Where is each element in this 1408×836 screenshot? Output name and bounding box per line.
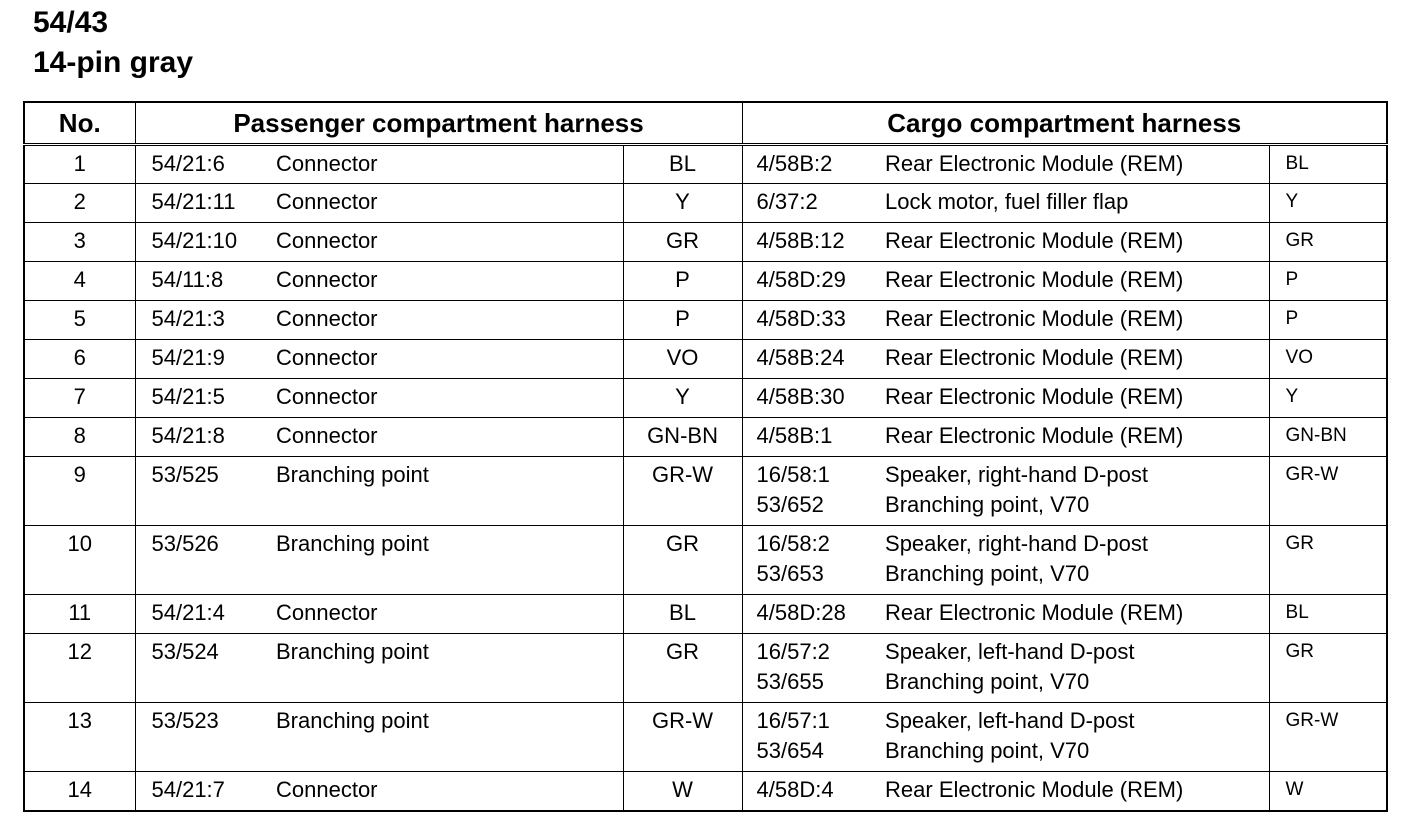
cargo-wire-color: VO [1269,340,1387,379]
cargo-code [742,457,885,526]
passenger-wire-color: BL [623,145,742,184]
pin-number: 6 [24,340,135,379]
passenger-wire-color: GR-W [623,457,742,526]
passenger-wire-color: W [623,772,742,811]
cargo-code-line: 16/58:1 [756,462,830,487]
pinout-table [23,101,1388,812]
cargo-description-line: Rear Electronic Module (REM) [885,777,1184,802]
table-row [24,301,1387,340]
cargo-code [742,262,885,301]
passenger-description: Branching point [276,457,623,526]
pin-number: 3 [24,223,135,262]
passenger-description: Branching point [276,526,623,595]
header-passenger-harness: Passenger compartment harness [135,102,742,145]
cargo-description [885,457,1269,526]
passenger-description: Connector [276,340,623,379]
cargo-code-line: 4/58B:12 [756,228,845,253]
cargo-wire-color: GR-W [1269,457,1387,526]
passenger-description: Connector [276,772,623,811]
passenger-description: Branching point [276,703,623,772]
passenger-code: 53/525 [135,457,276,526]
cargo-description-line: Speaker, right-hand D-post [885,462,1148,487]
passenger-description: Connector [276,262,623,301]
cargo-description [885,184,1269,223]
passenger-description: Connector [276,301,623,340]
cargo-code [742,703,885,772]
passenger-description: Connector [276,595,623,634]
cargo-description-line: Rear Electronic Module (REM) [885,384,1184,409]
passenger-wire-color: P [623,262,742,301]
cargo-code-line: 4/58D:33 [756,306,846,331]
cargo-code-line: 4/58D:28 [756,600,846,625]
cargo-description-line: Speaker, left-hand D-post [885,708,1135,733]
cargo-wire-color: GR [1269,634,1387,703]
passenger-code: 53/526 [135,526,276,595]
cargo-code [742,595,885,634]
pin-number: 10 [24,526,135,595]
passenger-code: 54/21:10 [135,223,276,262]
cargo-code [742,526,885,595]
table-row [24,379,1387,418]
pin-number: 11 [24,595,135,634]
table-row [24,772,1387,811]
cargo-description-line: Rear Electronic Module (REM) [885,600,1184,625]
cargo-description-line: Branching point, V70 [885,669,1090,694]
cargo-description [885,223,1269,262]
pin-number: 2 [24,184,135,223]
passenger-wire-color: GR [623,526,742,595]
passenger-code: 54/11:8 [135,262,276,301]
cargo-code-line: 4/58D:29 [756,267,846,292]
cargo-description-line: Rear Electronic Module (REM) [885,423,1184,448]
cargo-description-line: Lock motor, fuel filler flap [885,189,1129,214]
table-row [24,223,1387,262]
cargo-wire-color: P [1269,262,1387,301]
passenger-wire-color: GR [623,634,742,703]
cargo-code [742,184,885,223]
table-header-row [24,102,1387,145]
cargo-wire-color: GR [1269,526,1387,595]
cargo-code [742,223,885,262]
cargo-wire-color: W [1269,772,1387,811]
passenger-code: 53/524 [135,634,276,703]
cargo-code-line: 4/58B:30 [756,384,845,409]
pin-number: 14 [24,772,135,811]
passenger-wire-color: GR-W [623,703,742,772]
cargo-description-line: Speaker, left-hand D-post [885,639,1135,664]
pin-number: 7 [24,379,135,418]
table-row [24,262,1387,301]
passenger-code: 54/21:4 [135,595,276,634]
table-row [24,145,1387,184]
pin-number: 1 [24,145,135,184]
cargo-wire-color: GN-BN [1269,418,1387,457]
cargo-description-line: Speaker, right-hand D-post [885,531,1148,556]
passenger-code: 54/21:3 [135,301,276,340]
cargo-code [742,418,885,457]
pin-number: 8 [24,418,135,457]
cargo-code-line: 4/58D:4 [756,777,834,802]
cargo-description [885,340,1269,379]
cargo-description-line: Rear Electronic Module (REM) [885,228,1184,253]
cargo-description [885,772,1269,811]
pin-number: 12 [24,634,135,703]
passenger-wire-color: VO [623,340,742,379]
passenger-code: 54/21:11 [135,184,276,223]
cargo-code [742,772,885,811]
cargo-description [885,379,1269,418]
passenger-wire-color: Y [623,184,742,223]
table-row [24,340,1387,379]
cargo-code [742,340,885,379]
cargo-code-line: 4/58B:1 [756,423,833,448]
cargo-code-line: 53/655 [756,669,824,694]
cargo-wire-color: Y [1269,184,1387,223]
passenger-description: Connector [276,223,623,262]
passenger-wire-color: P [623,301,742,340]
passenger-description: Connector [276,418,623,457]
table-row [24,634,1387,703]
cargo-wire-color: Y [1269,379,1387,418]
passenger-code: 54/21:6 [135,145,276,184]
cargo-description [885,262,1269,301]
cargo-description-line: Rear Electronic Module (REM) [885,151,1184,176]
table-row [24,184,1387,223]
cargo-code [742,379,885,418]
cargo-code-line: 6/37:2 [756,189,818,214]
table-body [24,145,1387,811]
header-no: No. [24,102,135,145]
cargo-description [885,595,1269,634]
table-row [24,457,1387,526]
table-row [24,595,1387,634]
cargo-wire-color: GR [1269,223,1387,262]
table-row [24,703,1387,772]
cargo-description-line: Branching point, V70 [885,738,1090,763]
cargo-wire-color: GR-W [1269,703,1387,772]
pin-number: 4 [24,262,135,301]
cargo-description-line: Rear Electronic Module (REM) [885,345,1184,370]
pin-number: 13 [24,703,135,772]
cargo-wire-color: P [1269,301,1387,340]
cargo-code-line: 53/652 [756,492,824,517]
cargo-wire-color: BL [1269,595,1387,634]
cargo-description [885,301,1269,340]
passenger-code: 54/21:5 [135,379,276,418]
passenger-code: 54/21:8 [135,418,276,457]
pin-number: 5 [24,301,135,340]
passenger-wire-color: GR [623,223,742,262]
cargo-code-line: 16/58:2 [756,531,830,556]
cargo-code-line: 16/57:2 [756,639,830,664]
table-row [24,526,1387,595]
passenger-description: Connector [276,145,623,184]
cargo-code-line: 53/653 [756,561,824,586]
table-row [24,418,1387,457]
passenger-wire-color: Y [623,379,742,418]
cargo-description [885,526,1269,595]
passenger-wire-color: GN-BN [623,418,742,457]
cargo-description-line: Branching point, V70 [885,492,1090,517]
cargo-wire-color: BL [1269,145,1387,184]
cargo-description-line: Rear Electronic Module (REM) [885,267,1184,292]
cargo-code [742,145,885,184]
cargo-description [885,634,1269,703]
passenger-code: 54/21:9 [135,340,276,379]
pin-number: 9 [24,457,135,526]
cargo-code-line: 53/654 [756,738,824,763]
connector-code: 54/43 [33,6,109,39]
cargo-code [742,634,885,703]
cargo-code-line: 4/58B:2 [756,151,833,176]
cargo-code-line: 4/58B:24 [756,345,845,370]
cargo-description-line: Branching point, V70 [885,561,1090,586]
passenger-wire-color: BL [623,595,742,634]
cargo-description [885,418,1269,457]
passenger-description: Branching point [276,634,623,703]
passenger-description: Connector [276,379,623,418]
header-cargo-harness: Cargo compartment harness [742,102,1387,145]
cargo-description-line: Rear Electronic Module (REM) [885,306,1184,331]
connector-description: 14-pin gray [33,46,194,79]
passenger-code: 53/523 [135,703,276,772]
cargo-description [885,703,1269,772]
passenger-code: 54/21:7 [135,772,276,811]
cargo-code-line: 16/57:1 [756,708,830,733]
passenger-description: Connector [276,184,623,223]
cargo-code [742,301,885,340]
cargo-description [885,145,1269,184]
